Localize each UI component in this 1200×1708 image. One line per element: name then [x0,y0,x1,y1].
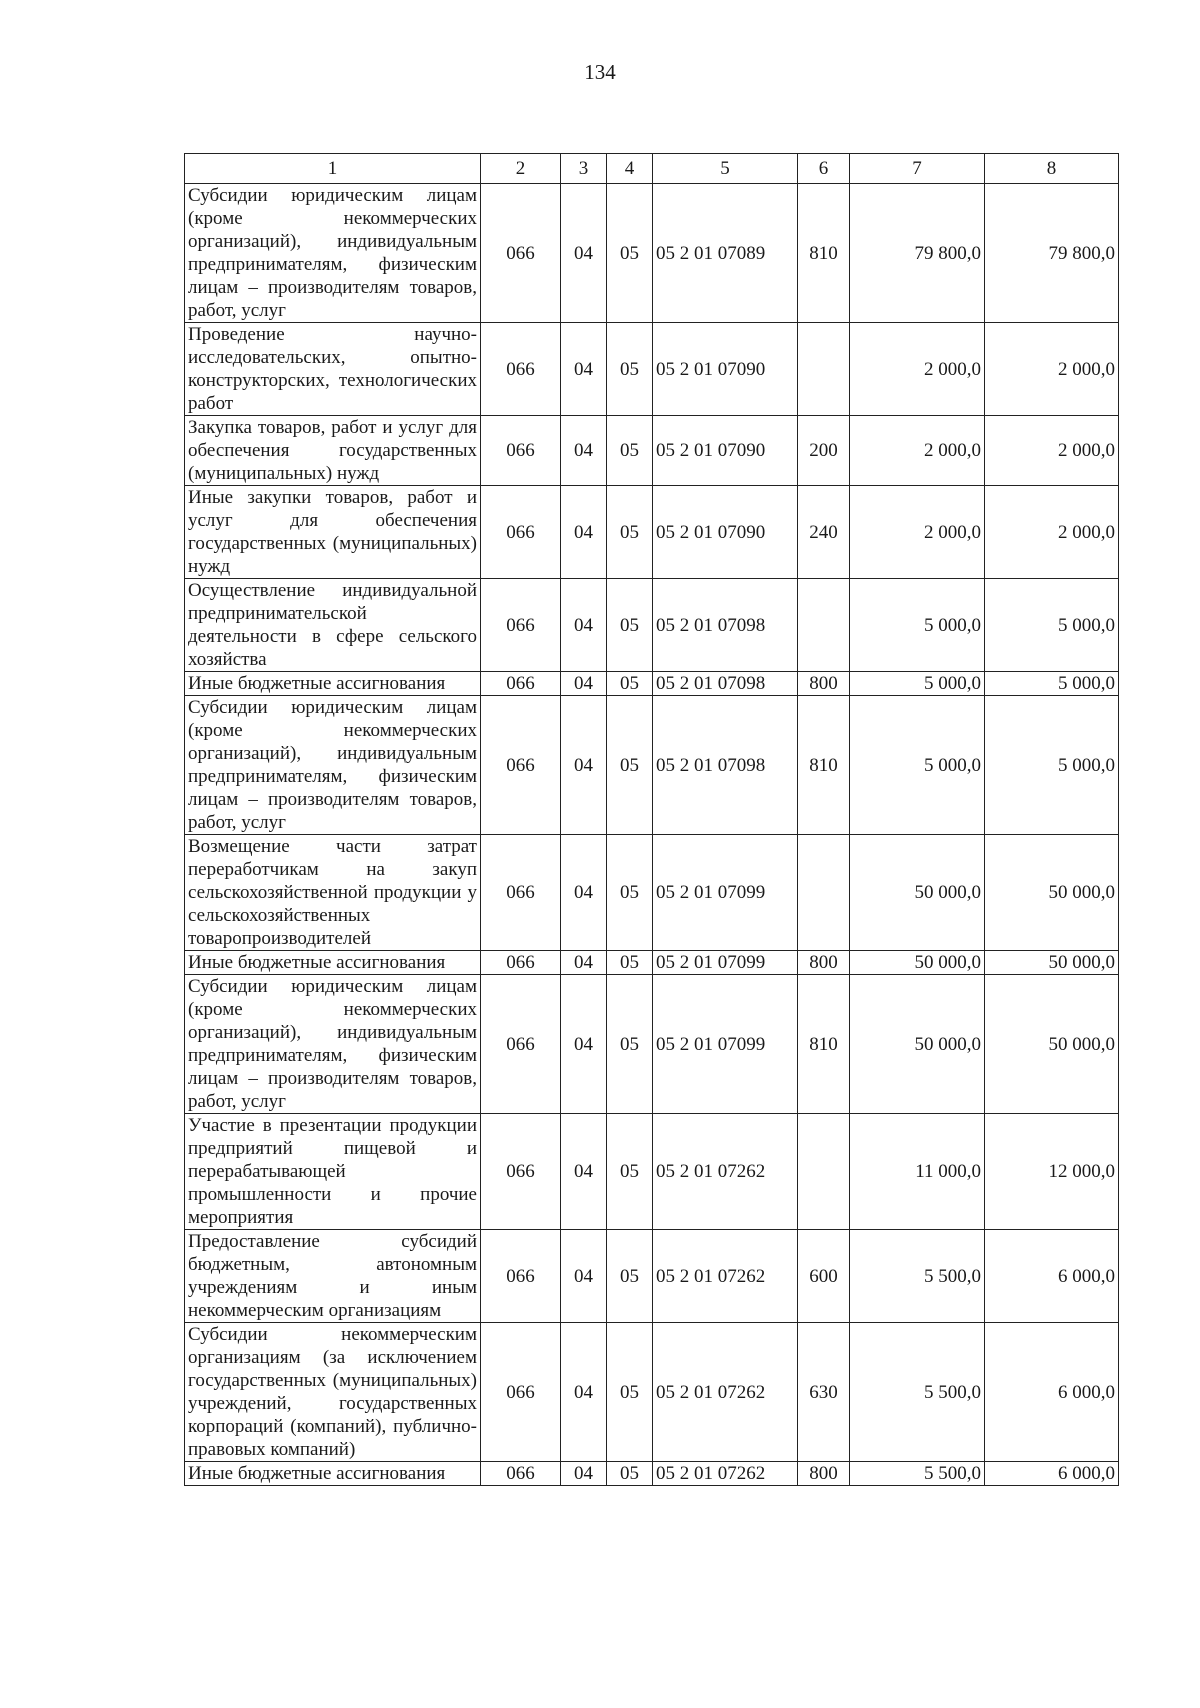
cell-section: 04 [561,579,607,672]
cell-subsection: 05 [607,1230,653,1323]
cell-expense-type: 630 [798,1323,850,1462]
cell-amount-col8: 6 000,0 [985,1323,1119,1462]
cell-target-article: 05 2 01 07089 [653,184,798,323]
cell-amount-col7: 5 000,0 [850,672,985,696]
cell-amount-col7: 5 500,0 [850,1323,985,1462]
cell-subsection: 05 [607,579,653,672]
cell-expense-type: 810 [798,696,850,835]
table-row [185,416,1119,486]
column-header: 7 [850,154,985,184]
cell-section: 04 [561,486,607,579]
cell-ministry-code: 066 [481,486,561,579]
cell-section: 04 [561,416,607,486]
cell-section: 04 [561,323,607,416]
column-header: 6 [798,154,850,184]
cell-target-article: 05 2 01 07098 [653,579,798,672]
cell-expense-type [798,835,850,951]
cell-subsection: 05 [607,184,653,323]
cell-description: Закупка товаров, работ и услуг для обеспечения государственных (муниципальных) нужд [185,416,481,486]
column-header: 5 [653,154,798,184]
cell-amount-col8: 5 000,0 [985,672,1119,696]
cell-section: 04 [561,975,607,1114]
cell-target-article: 05 2 01 07099 [653,951,798,975]
cell-expense-type [798,1114,850,1230]
cell-section: 04 [561,1462,607,1486]
cell-description: Иные бюджетные ассигнования [185,951,481,975]
cell-description: Осуществление индивидуальной предпринимательской деятельности в сфере сельского хозяйства [185,579,481,672]
cell-section: 04 [561,184,607,323]
cell-description: Иные закупки товаров, работ и услуг для обеспечения государственных (муниципальных) нужд [185,486,481,579]
cell-ministry-code: 066 [481,1323,561,1462]
cell-description: Проведение научно-исследовательских, опытно-конструкторских, технологических работ [185,323,481,416]
cell-section: 04 [561,951,607,975]
cell-subsection: 05 [607,486,653,579]
cell-amount-col8: 12 000,0 [985,1114,1119,1230]
page-number: 134 [584,60,616,84]
table-row [185,1230,1119,1323]
cell-amount-col7: 2 000,0 [850,323,985,416]
cell-amount-col8: 50 000,0 [985,975,1119,1114]
cell-section: 04 [561,1114,607,1230]
cell-target-article: 05 2 01 07090 [653,486,798,579]
cell-amount-col8: 5 000,0 [985,696,1119,835]
table-row [185,579,1119,672]
table-row [185,323,1119,416]
cell-description: Субсидии юридическим лицам (кроме некоммерческих организаций), индивидуальным предпринимателям, физическим лицам – производителям товаров, работ, услуг [185,184,481,323]
cell-section: 04 [561,1230,607,1323]
cell-expense-type: 800 [798,1462,850,1486]
cell-ministry-code: 066 [481,1462,561,1486]
cell-amount-col8: 2 000,0 [985,486,1119,579]
cell-section: 04 [561,696,607,835]
cell-amount-col7: 2 000,0 [850,416,985,486]
column-header: 4 [607,154,653,184]
cell-expense-type: 600 [798,1230,850,1323]
cell-amount-col7: 50 000,0 [850,951,985,975]
cell-target-article: 05 2 01 07099 [653,835,798,951]
column-header: 8 [985,154,1119,184]
cell-amount-col8: 2 000,0 [985,323,1119,416]
cell-ministry-code: 066 [481,672,561,696]
cell-target-article: 05 2 01 07262 [653,1462,798,1486]
cell-section: 04 [561,835,607,951]
column-header: 2 [481,154,561,184]
cell-expense-type: 800 [798,672,850,696]
cell-expense-type: 810 [798,975,850,1114]
cell-description: Участие в презентации продукции предприятий пищевой и перерабатывающей промышленности и прочие мероприятия [185,1114,481,1230]
cell-amount-col7: 50 000,0 [850,835,985,951]
cell-subsection: 05 [607,835,653,951]
cell-target-article: 05 2 01 07090 [653,416,798,486]
cell-subsection: 05 [607,975,653,1114]
cell-subsection: 05 [607,1462,653,1486]
cell-amount-col7: 5 000,0 [850,696,985,835]
table-row [185,672,1119,696]
header-row [185,154,1119,184]
column-header: 3 [561,154,607,184]
cell-amount-col7: 79 800,0 [850,184,985,323]
cell-subsection: 05 [607,416,653,486]
table-row [185,696,1119,835]
cell-ministry-code: 066 [481,696,561,835]
cell-amount-col7: 11 000,0 [850,1114,985,1230]
cell-subsection: 05 [607,1114,653,1230]
cell-description: Субсидии некоммерческим организациям (за исключением государственных (муниципальных) учреждений, государственных корпораций (компаний), публично-правовых компаний) [185,1323,481,1462]
cell-ministry-code: 066 [481,835,561,951]
cell-description: Субсидии юридическим лицам (кроме некоммерческих организаций), индивидуальным предпринимателям, физическим лицам – производителям товаров, работ, услуг [185,696,481,835]
cell-subsection: 05 [607,951,653,975]
cell-amount-col8: 2 000,0 [985,416,1119,486]
cell-target-article: 05 2 01 07090 [653,323,798,416]
cell-amount-col8: 79 800,0 [985,184,1119,323]
cell-ministry-code: 066 [481,416,561,486]
table-row [185,486,1119,579]
table-row [185,184,1119,323]
table-row [185,835,1119,951]
cell-expense-type [798,323,850,416]
cell-target-article: 05 2 01 07262 [653,1114,798,1230]
cell-amount-col8: 50 000,0 [985,835,1119,951]
cell-ministry-code: 066 [481,1230,561,1323]
cell-target-article: 05 2 01 07098 [653,672,798,696]
cell-amount-col7: 50 000,0 [850,975,985,1114]
cell-ministry-code: 066 [481,323,561,416]
cell-amount-col8: 50 000,0 [985,951,1119,975]
cell-amount-col7: 2 000,0 [850,486,985,579]
cell-section: 04 [561,672,607,696]
column-header: 1 [185,154,481,184]
cell-section: 04 [561,1323,607,1462]
table-row [185,1323,1119,1462]
cell-ministry-code: 066 [481,975,561,1114]
cell-description: Иные бюджетные ассигнования [185,672,481,696]
cell-amount-col7: 5 500,0 [850,1230,985,1323]
cell-target-article: 05 2 01 07099 [653,975,798,1114]
cell-expense-type: 810 [798,184,850,323]
cell-expense-type [798,579,850,672]
cell-target-article: 05 2 01 07262 [653,1323,798,1462]
cell-amount-col7: 5 000,0 [850,579,985,672]
cell-amount-col8: 6 000,0 [985,1462,1119,1486]
cell-target-article: 05 2 01 07262 [653,1230,798,1323]
cell-expense-type: 800 [798,951,850,975]
cell-subsection: 05 [607,323,653,416]
table-row [185,975,1119,1114]
table-row [185,951,1119,975]
cell-ministry-code: 066 [481,1114,561,1230]
budget-table [184,153,1119,1486]
cell-description: Возмещение части затрат переработчикам на закуп сельскохозяйственной продукции у сельскохозяйственных товаропроизводителей [185,835,481,951]
table-row [185,1462,1119,1486]
cell-expense-type: 240 [798,486,850,579]
cell-amount-col8: 6 000,0 [985,1230,1119,1323]
cell-amount-col8: 5 000,0 [985,579,1119,672]
cell-subsection: 05 [607,696,653,835]
cell-amount-col7: 5 500,0 [850,1462,985,1486]
cell-expense-type: 200 [798,416,850,486]
cell-description: Предоставление субсидий бюджетным, автономным учреждениям и иным некоммерческим организациям [185,1230,481,1323]
cell-ministry-code: 066 [481,184,561,323]
table-row [185,1114,1119,1230]
cell-subsection: 05 [607,672,653,696]
cell-ministry-code: 066 [481,579,561,672]
cell-description: Субсидии юридическим лицам (кроме некоммерческих организаций), индивидуальным предпринимателям, физическим лицам – производителям товаров, работ, услуг [185,975,481,1114]
cell-ministry-code: 066 [481,951,561,975]
cell-target-article: 05 2 01 07098 [653,696,798,835]
table-body [185,184,1119,1486]
cell-subsection: 05 [607,1323,653,1462]
cell-description: Иные бюджетные ассигнования [185,1462,481,1486]
